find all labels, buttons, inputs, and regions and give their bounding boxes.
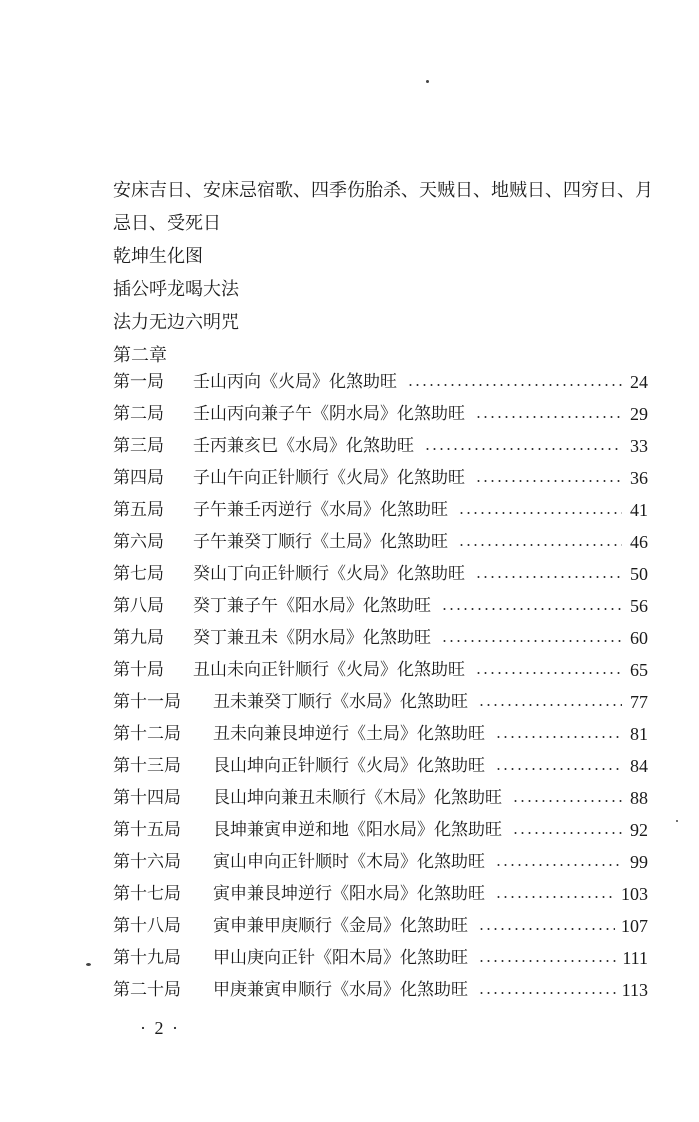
toc-entry-page: 41 — [630, 500, 648, 520]
toc-entry-title: 癸丁兼子午《阳水局》化煞助旺 — [193, 596, 431, 616]
toc-entry-title: 甲庚兼寅申顺行《水局》化煞助旺 — [213, 980, 468, 1000]
toc-leader-dots — [407, 384, 622, 386]
toc-entry-page: 29 — [630, 404, 648, 424]
toc-entry-title: 艮山坤向正针顺行《火局》化煞助旺 — [213, 756, 485, 776]
toc-leader-dots — [475, 480, 622, 482]
toc-leader-dots — [478, 928, 615, 930]
toc-entry-number: 第十三局 — [113, 756, 181, 776]
chapter-heading: 第二章 — [113, 345, 167, 366]
toc-leader-dots — [475, 416, 622, 418]
page-number: · 2 · — [140, 1018, 180, 1038]
toc-entry-title: 子山午向正针顺行《火局》化煞助旺 — [193, 468, 465, 488]
toc-leader-dots — [495, 896, 615, 898]
toc-entry[interactable] — [113, 498, 648, 522]
toc-entry-number: 第十九局 — [113, 948, 181, 968]
toc-entry-number: 第六局 — [113, 532, 164, 552]
toc-entry-page: 92 — [630, 820, 648, 840]
toc-entry-page: 113 — [621, 980, 648, 1000]
toc-entry[interactable] — [113, 402, 648, 426]
toc-entry[interactable] — [113, 690, 648, 714]
toc-entry-title: 癸山丁向正针顺行《火局》化煞助旺 — [193, 564, 465, 584]
toc-entry-page: 88 — [630, 788, 648, 808]
toc-entry-page: 111 — [622, 948, 648, 968]
toc-entry-number: 第三局 — [113, 436, 164, 456]
toc-entry-title: 丑未向兼艮坤逆行《土局》化煞助旺 — [213, 724, 485, 744]
toc-entry[interactable] — [113, 978, 648, 1002]
toc-entry-page: 99 — [630, 852, 648, 872]
toc-entry[interactable] — [113, 754, 648, 778]
intro-line-3: 乾坤生化图 — [113, 246, 203, 267]
toc-entry-number: 第十四局 — [113, 788, 181, 808]
toc-entry-number: 第二局 — [113, 404, 164, 424]
toc-entry[interactable] — [113, 722, 648, 746]
intro-line-4: 插公呼龙喝大法 — [113, 279, 239, 300]
toc-entry-number: 第一局 — [113, 372, 164, 392]
toc-entry-title: 壬丙兼亥巳《水局》化煞助旺 — [193, 436, 414, 456]
toc-entry-page: 36 — [630, 468, 648, 488]
toc-entry-title: 子午兼壬丙逆行《水局》化煞助旺 — [193, 500, 448, 520]
toc-entry[interactable] — [113, 914, 648, 938]
toc-entry[interactable] — [113, 946, 648, 970]
toc-entry-page: 65 — [630, 660, 648, 680]
toc-entry[interactable] — [113, 562, 648, 586]
scan-speck — [86, 963, 91, 966]
toc-leader-dots — [478, 960, 616, 962]
toc-entry-page: 60 — [630, 628, 648, 648]
intro-line-5: 法力无边六明咒 — [113, 312, 239, 333]
toc-entry-title: 子午兼癸丁顺行《土局》化煞助旺 — [193, 532, 448, 552]
toc-leader-dots — [478, 704, 622, 706]
toc-leader-dots — [512, 832, 622, 834]
toc-entry-page: 24 — [630, 372, 648, 392]
toc-entry[interactable] — [113, 370, 648, 394]
toc-entry[interactable] — [113, 530, 648, 554]
toc-leader-dots — [512, 800, 622, 802]
toc-leader-dots — [441, 608, 622, 610]
toc-entry[interactable] — [113, 434, 648, 458]
toc-leader-dots — [475, 672, 622, 674]
toc-entry-number: 第十局 — [113, 660, 164, 680]
toc-leader-dots — [424, 448, 622, 450]
toc-entry-page: 103 — [621, 884, 648, 904]
toc-entry-title: 丑山未向正针顺行《火局》化煞助旺 — [193, 660, 465, 680]
toc-entry-page: 50 — [630, 564, 648, 584]
toc-entry[interactable] — [113, 594, 648, 618]
toc-entry-title: 寅申兼艮坤逆行《阳水局》化煞助旺 — [213, 884, 485, 904]
toc-entry[interactable] — [113, 466, 648, 490]
toc-entry-title: 壬山丙向兼子午《阴水局》化煞助旺 — [193, 404, 465, 424]
toc-entry[interactable] — [113, 850, 648, 874]
toc-entry-title: 寅申兼甲庚顺行《金局》化煞助旺 — [213, 916, 468, 936]
toc-leader-dots — [478, 992, 616, 994]
toc-entry-title: 丑未兼癸丁顺行《水局》化煞助旺 — [213, 692, 468, 712]
toc-entry-number: 第五局 — [113, 500, 164, 520]
scan-speck — [676, 820, 678, 822]
toc-entry-page: 84 — [630, 756, 648, 776]
scan-speck — [426, 80, 429, 83]
toc-entry-number: 第十二局 — [113, 724, 181, 744]
toc-leader-dots — [475, 576, 622, 578]
toc-entry[interactable] — [113, 658, 648, 682]
toc-entry-title: 壬山丙向《火局》化煞助旺 — [193, 372, 397, 392]
toc-entry-title: 甲山庚向正针《阳木局》化煞助旺 — [213, 948, 468, 968]
toc-entry[interactable] — [113, 882, 648, 906]
toc-entry[interactable] — [113, 626, 648, 650]
toc-entry-number: 第九局 — [113, 628, 164, 648]
toc-entry-title: 癸丁兼丑未《阴水局》化煞助旺 — [193, 628, 431, 648]
toc-entry-page: 56 — [630, 596, 648, 616]
toc-leader-dots — [495, 736, 622, 738]
toc-entry-page: 107 — [621, 916, 648, 936]
toc-entry-title: 寅山申向正针顺时《木局》化煞助旺 — [213, 852, 485, 872]
toc-entry-title: 艮坤兼寅申逆和地《阳水局》化煞助旺 — [213, 820, 502, 840]
toc-entry[interactable] — [113, 786, 648, 810]
toc-entry-number: 第八局 — [113, 596, 164, 616]
toc-entry-page: 77 — [630, 692, 648, 712]
toc-leader-dots — [495, 864, 622, 866]
toc-entry[interactable] — [113, 818, 648, 842]
toc-entry-number: 第十六局 — [113, 852, 181, 872]
toc-leader-dots — [495, 768, 622, 770]
toc-leader-dots — [441, 640, 622, 642]
toc-entry-number: 第二十局 — [113, 980, 181, 1000]
toc-entry-page: 81 — [630, 724, 648, 744]
toc-entry-number: 第十一局 — [113, 692, 181, 712]
toc-entry-number: 第四局 — [113, 468, 164, 488]
intro-line-2: 忌日、受死日 — [113, 213, 221, 234]
toc-entry-page: 46 — [630, 532, 648, 552]
toc-entry-number: 第十八局 — [113, 916, 181, 936]
toc-entry-page: 33 — [630, 436, 648, 456]
toc-leader-dots — [458, 512, 622, 514]
toc-entry-title: 艮山坤向兼丑未顺行《木局》化煞助旺 — [213, 788, 502, 808]
toc-leader-dots — [458, 544, 622, 546]
toc-entry-number: 第十七局 — [113, 884, 181, 904]
toc-entry-number: 第七局 — [113, 564, 164, 584]
intro-line-1: 安床吉日、安床忌宿歌、四季伤胎杀、天贼日、地贼日、四穷日、月 — [113, 180, 653, 201]
toc-entry-number: 第十五局 — [113, 820, 181, 840]
